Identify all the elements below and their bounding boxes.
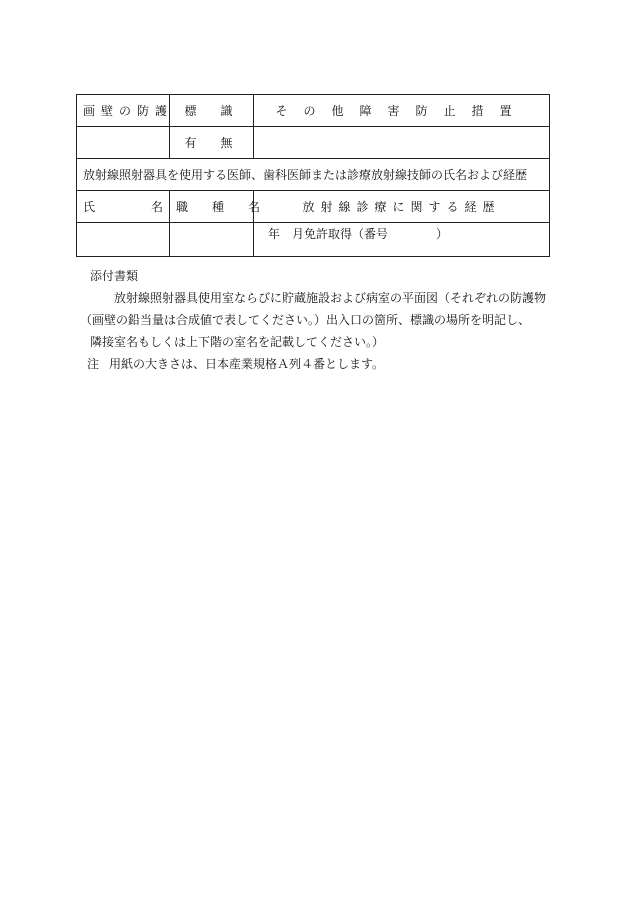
attachments-heading: 添付書類 [90,269,139,283]
cell-name-value[interactable] [77,223,170,257]
cell-presence-label: 有 無 [170,127,254,159]
paper-size-note [87,353,560,375]
cell-sign-label: 標 識 [170,95,254,127]
name-label-first: 氏 [83,200,96,214]
cell-license-value[interactable] [254,223,550,257]
license-text: 年 月免許取得（番号 ） [268,227,449,241]
attachments-line-3: 隣接室名もしくは上下階の室名を記載してください。） [90,335,385,349]
note-text: 用紙の大きさは、日本産業規格Ａ列４番とします。 [109,357,385,371]
note-label: 注 [87,357,100,371]
application-form-table [76,94,550,257]
cell-other-measures-label: その他障害防止措置 [254,95,550,127]
cell-other-measures-value[interactable] [254,127,550,159]
cell-name-label [77,191,170,223]
table-row-values [77,127,550,159]
attachments-line-2: （画壁の鉛当量は合成値で表してください。）出入口の箇所、標識の場所を明記し、 [80,313,531,327]
name-label-last: 名 [150,200,163,214]
table-row-practitioner-header [77,191,550,223]
table-row-header [77,95,550,127]
cell-wall-protection-label: 画壁の防護 [77,95,170,127]
cell-job-title-value[interactable] [170,223,254,257]
cell-practitioner-heading: 放射線照射器具を使用する医師、歯科医師または診療放射線技師の氏名および経歴 [77,159,550,191]
attachment-notes [80,265,560,375]
table-row-practitioner-values [77,223,550,257]
cell-career-label: 放射線診療に関する経歴 [254,191,550,223]
table-row-section-heading [77,159,550,191]
attachments-line-1: 放射線照射器具使用室ならびに貯蔵施設および病室の平面図（それぞれの防護物 [114,291,547,305]
cell-wall-protection-value[interactable] [77,127,170,159]
cell-job-title-label: 職 種 名 [170,191,254,223]
